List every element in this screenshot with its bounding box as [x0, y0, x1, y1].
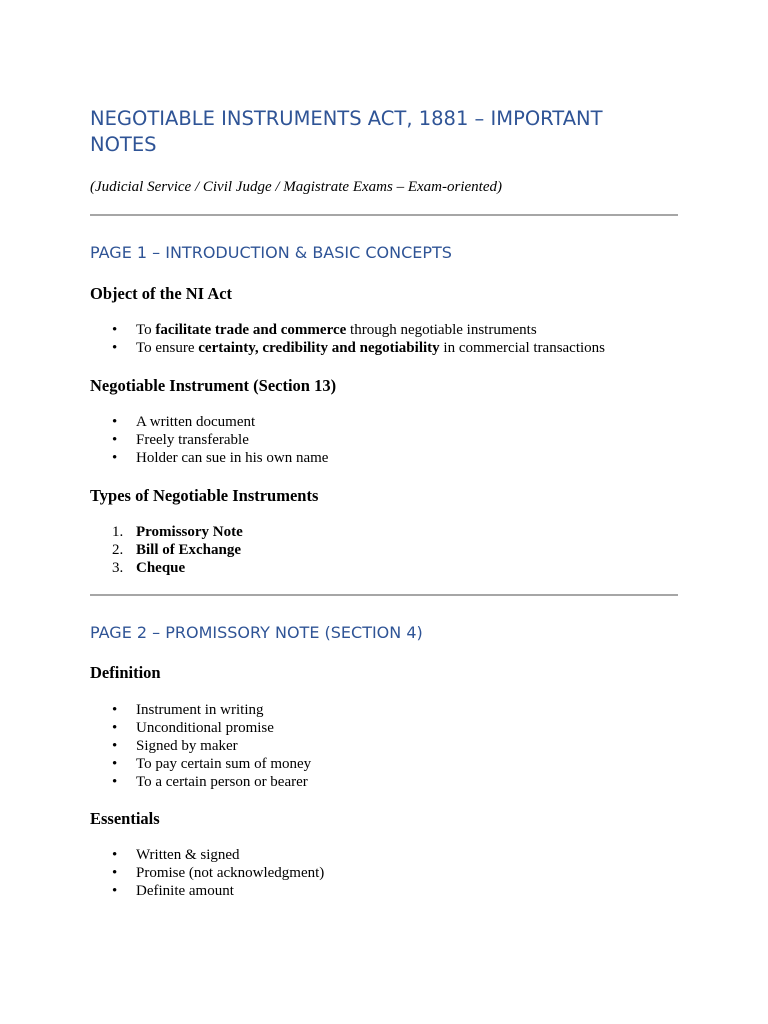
bullet-icon: •	[112, 847, 118, 863]
essentials-list	[90, 846, 324, 900]
list-item: • A written document	[112, 414, 256, 430]
page1-heading: PAGE 1 – INTRODUCTION & BASIC CONCEPTS	[90, 243, 452, 262]
bullet-icon: •	[112, 720, 118, 736]
bullet-icon: •	[112, 432, 118, 448]
object-heading: Object of the NI Act	[90, 284, 233, 303]
essentials-heading: Essentials	[90, 809, 160, 828]
object-list	[90, 321, 605, 357]
list-item: • Instrument in writing	[112, 702, 264, 718]
definition-list	[90, 701, 311, 791]
definition-heading: Definition	[90, 663, 161, 682]
instrument-heading: Negotiable Instrument (Section 13)	[90, 376, 337, 395]
bullet-icon: •	[112, 756, 118, 772]
list-item: • To a certain person or bearer	[112, 774, 308, 790]
horizontal-rule	[90, 214, 678, 216]
list-item: 3. Cheque	[112, 560, 186, 576]
list-item: 1. Promissory Note	[112, 524, 243, 540]
instrument-list	[90, 413, 328, 467]
bullet-icon: •	[112, 322, 118, 338]
horizontal-rule	[90, 594, 678, 596]
list-item: • To ensure certainty, credibility and negotiability in commercial transactions	[112, 340, 606, 356]
list-item: • Promise (not acknowledgment)	[112, 865, 325, 881]
types-heading: Types of Negotiable Instruments	[90, 486, 319, 505]
bullet-icon: •	[112, 450, 118, 466]
page2-heading: PAGE 2 – PROMISSORY NOTE (SECTION 4)	[90, 623, 423, 642]
list-item: • Freely transferable	[112, 432, 249, 448]
list-item: • Written & signed	[112, 847, 240, 863]
bullet-icon: •	[112, 702, 118, 718]
document-title: NEGOTIABLE INSTRUMENTS ACT, 1881 – IMPORTANT NOTES	[90, 107, 603, 156]
list-item: • Unconditional promise	[112, 720, 274, 736]
bullet-icon: •	[112, 774, 118, 790]
bullet-icon: •	[112, 883, 118, 899]
bullet-icon: •	[112, 738, 118, 754]
bullet-icon: •	[112, 865, 118, 881]
bullet-icon: •	[112, 340, 118, 356]
list-item: 2. Bill of Exchange	[112, 542, 242, 558]
document-subtitle: (Judicial Service / Civil Judge / Magistrate Exams – Exam-oriented)	[90, 179, 502, 195]
list-item: • Signed by maker	[112, 738, 238, 754]
list-item: • To facilitate trade and commerce through negotiable instruments	[112, 322, 537, 338]
types-list	[90, 523, 243, 577]
list-item: • Holder can sue in his own name	[112, 450, 329, 466]
bullet-icon: •	[112, 414, 118, 430]
list-item: • To pay certain sum of money	[112, 756, 312, 772]
list-item: • Definite amount	[112, 883, 234, 899]
